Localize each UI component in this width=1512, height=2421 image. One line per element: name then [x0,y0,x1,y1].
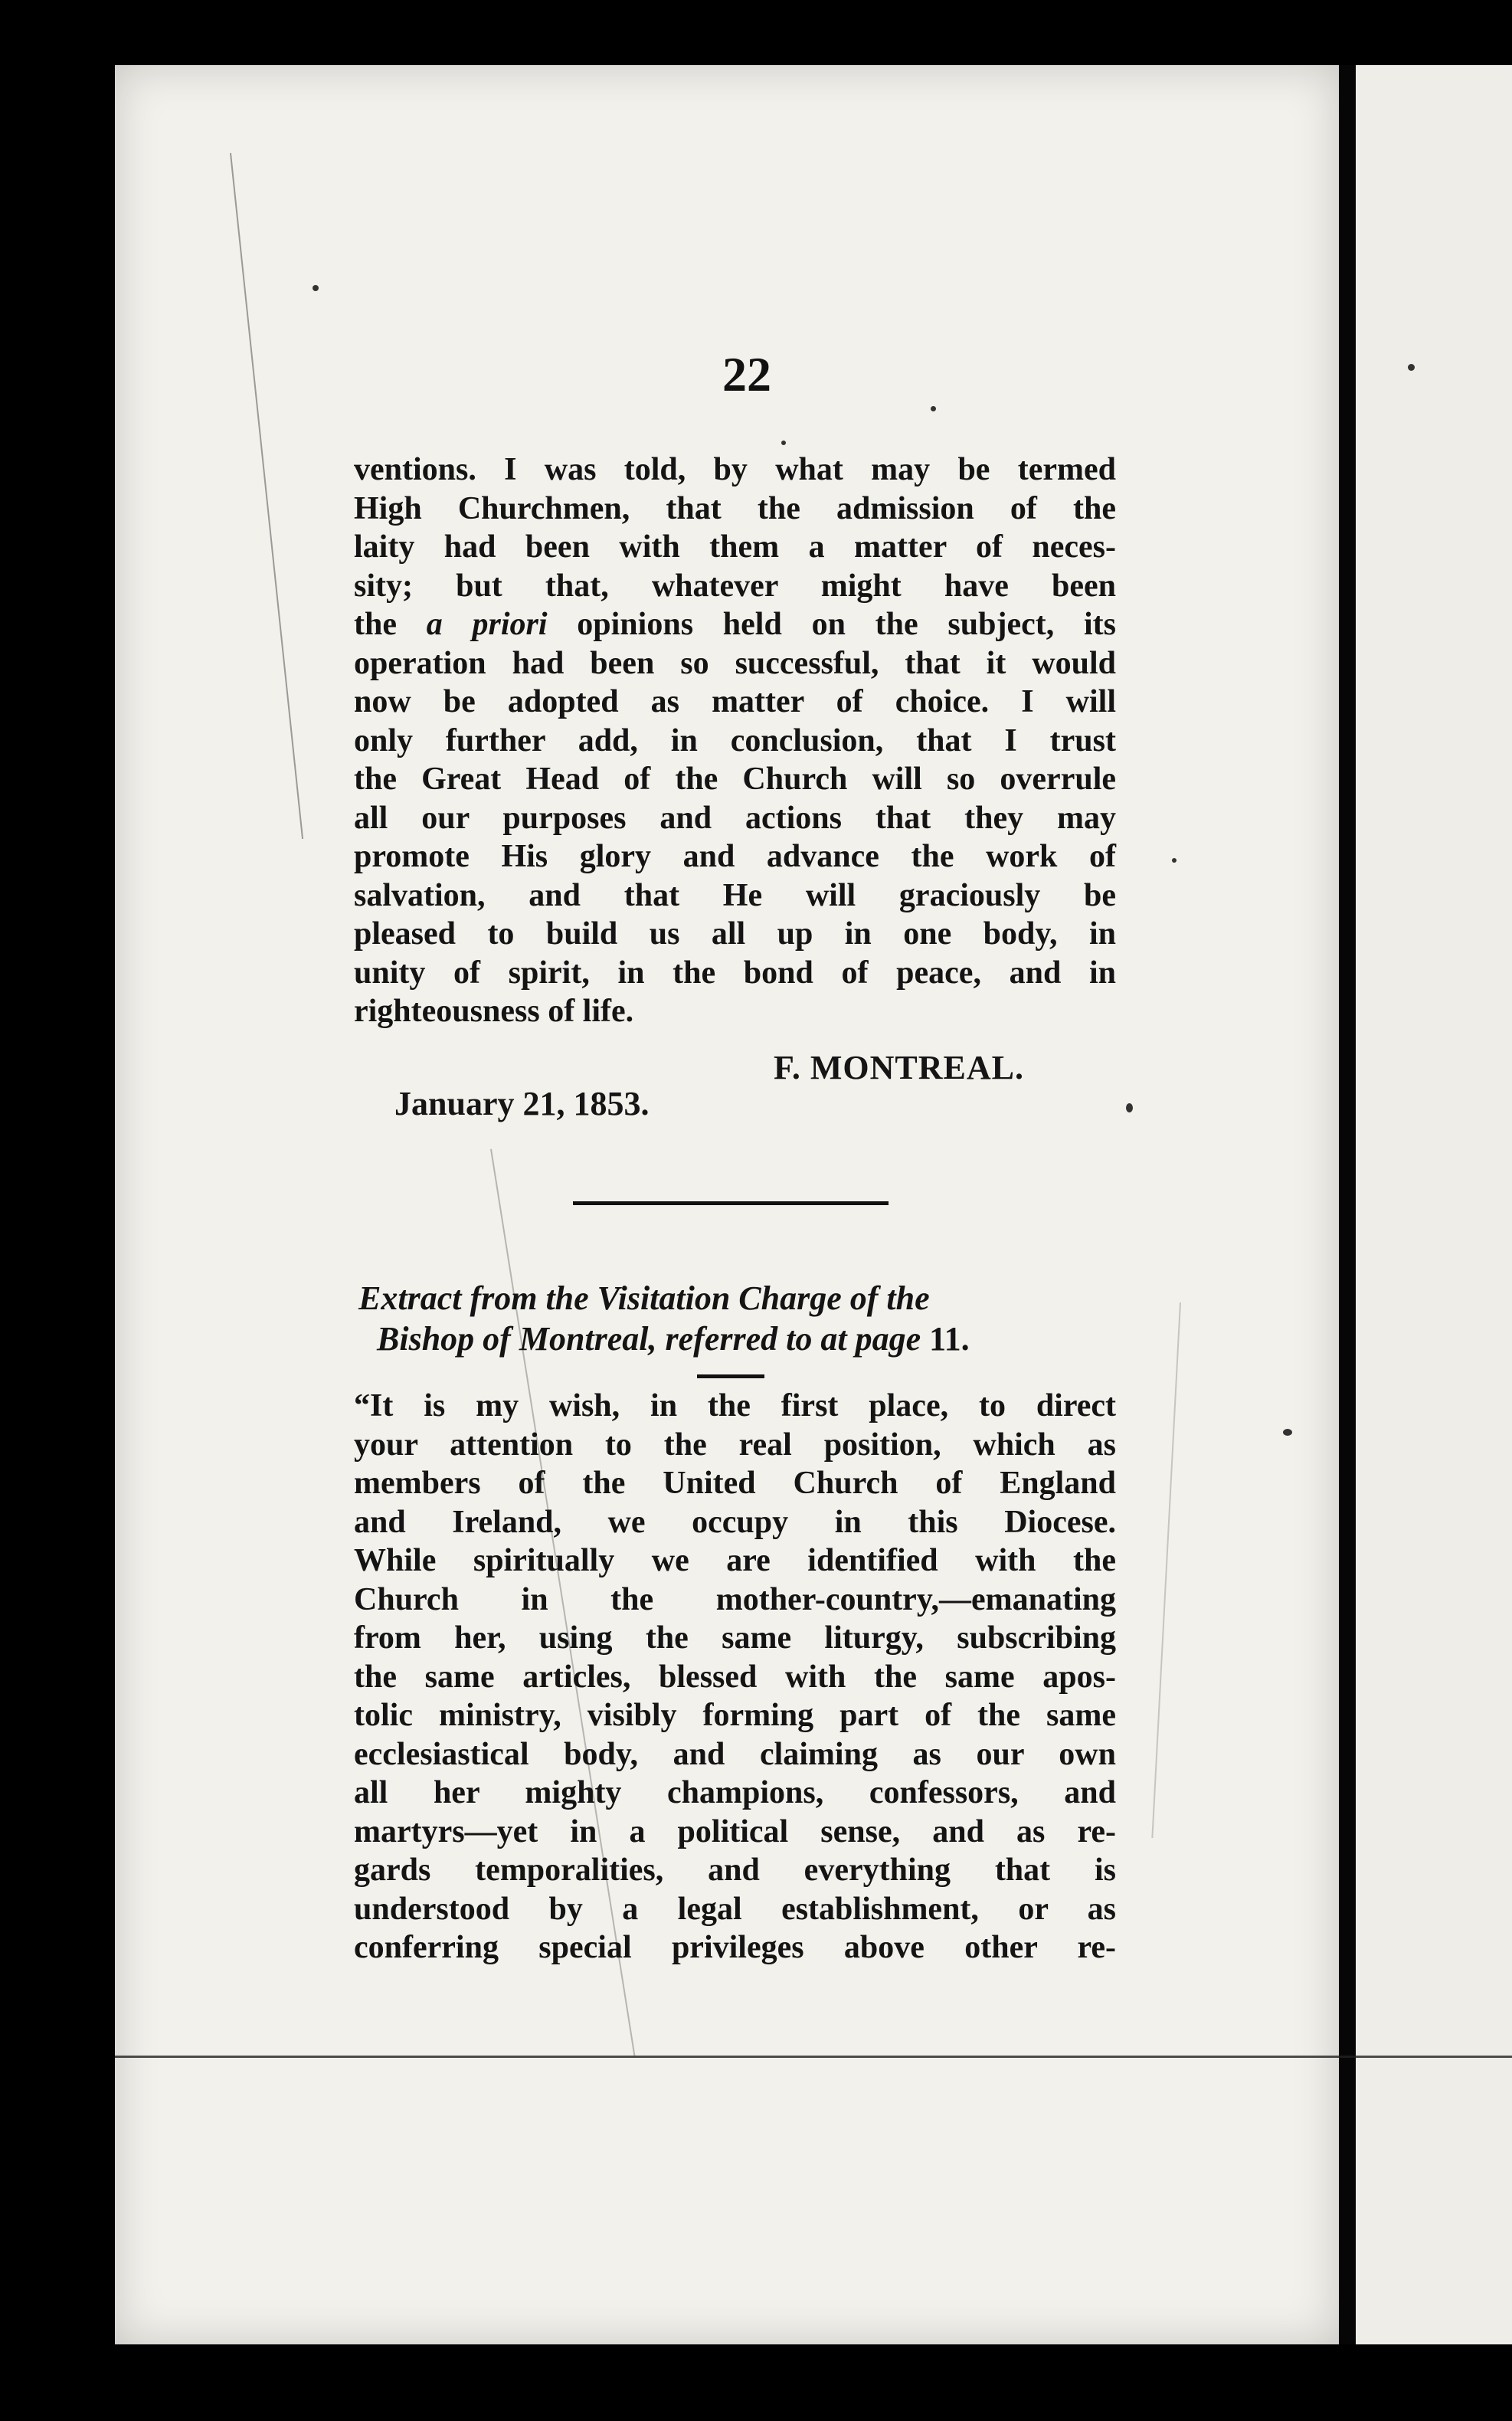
ink-speck [1283,1429,1292,1436]
section-divider [573,1201,889,1205]
text-line: High Churchmen, that the admission of the [354,490,1116,526]
text-line: pleased to build us all up in one body, in [354,916,1116,952]
text-line: conferring special privileges above other re- [354,1930,1116,1965]
text-line: salvation, and that He will graciously be [354,877,1116,913]
page-gutter [1339,65,1356,2344]
text-line: only further add, in conclusion, that I trust [354,722,1116,758]
heading-line [354,1319,1116,1359]
text-line: While spiritually we are identified with the [354,1543,1116,1578]
text-line: all her mighty champions, confessors, and [354,1775,1116,1810]
text-line: from her, using the same liturgy, subscribing [354,1620,1116,1656]
text-line: laity had been with them a matter of neces- [354,529,1116,565]
text-line: righteousness of life. [354,994,634,1029]
heading-line-text: Bishop of Montreal, referred to at page [377,1320,921,1358]
text-line: promote His glory and advance the work of [354,839,1116,874]
text-line: the a priori opinions held on the subject, its [354,607,1116,642]
text-line: martyrs—yet in a political sense, and as re- [354,1813,1116,1849]
text-line: members of the United Church of England [354,1466,1116,1501]
signature: F. MONTREAL. [774,1049,1024,1086]
text-line: your attention to the real position, which as [354,1427,1116,1463]
text-line: sity; but that, whatever might have been [354,568,1116,604]
text-line: the Great Head of the Church will so overrule [354,762,1116,797]
ink-speck [931,406,936,411]
heading-line: Extract from the Visitation Charge of the [358,1279,930,1317]
text-line: understood by a legal establishment, or as [354,1891,1116,1927]
ink-speck [781,441,786,445]
text-line: ventions. I was told, by what may be termed [354,452,1116,487]
ink-speck [1126,1103,1133,1112]
letter-date: January 21, 1853. [394,1085,650,1122]
text-line: and Ireland, we occupy in this Diocese. [354,1504,1116,1540]
text-line: the same articles, blessed with the same apos- [354,1659,1116,1695]
extract-paragraph [354,1387,1116,1967]
text-line: now be adopted as matter of choice. I will [354,684,1116,719]
page-number: 22 [722,347,771,401]
heading-page-ref: 11. [929,1320,970,1358]
facing-page-edge [1356,65,1512,2344]
text-line: ecclesiastical body, and claiming as our own [354,1736,1116,1772]
text-line: all our purposes and actions that they may [354,800,1116,836]
text-line: “It is my wish, in the first place, to direct [354,1388,1116,1423]
text-line: operation had been so successful, that it would [354,645,1116,681]
text-line: unity of spirit, in the bond of peace, and in [354,955,1116,991]
heading-underline [697,1374,764,1378]
ink-speck [1172,858,1177,863]
text-line: tolic ministry, visibly forming part of the same [354,1698,1116,1733]
extract-heading [354,1278,1116,1359]
ink-speck [313,285,319,291]
ink-speck [1408,364,1415,371]
text-line: Church in the mother-country,—emanating [354,1581,1116,1617]
text-line: gards temporalities, and everything that is [354,1853,1116,1888]
page-fold-line [115,2056,1512,2058]
paragraph-continuation [354,450,1116,1031]
